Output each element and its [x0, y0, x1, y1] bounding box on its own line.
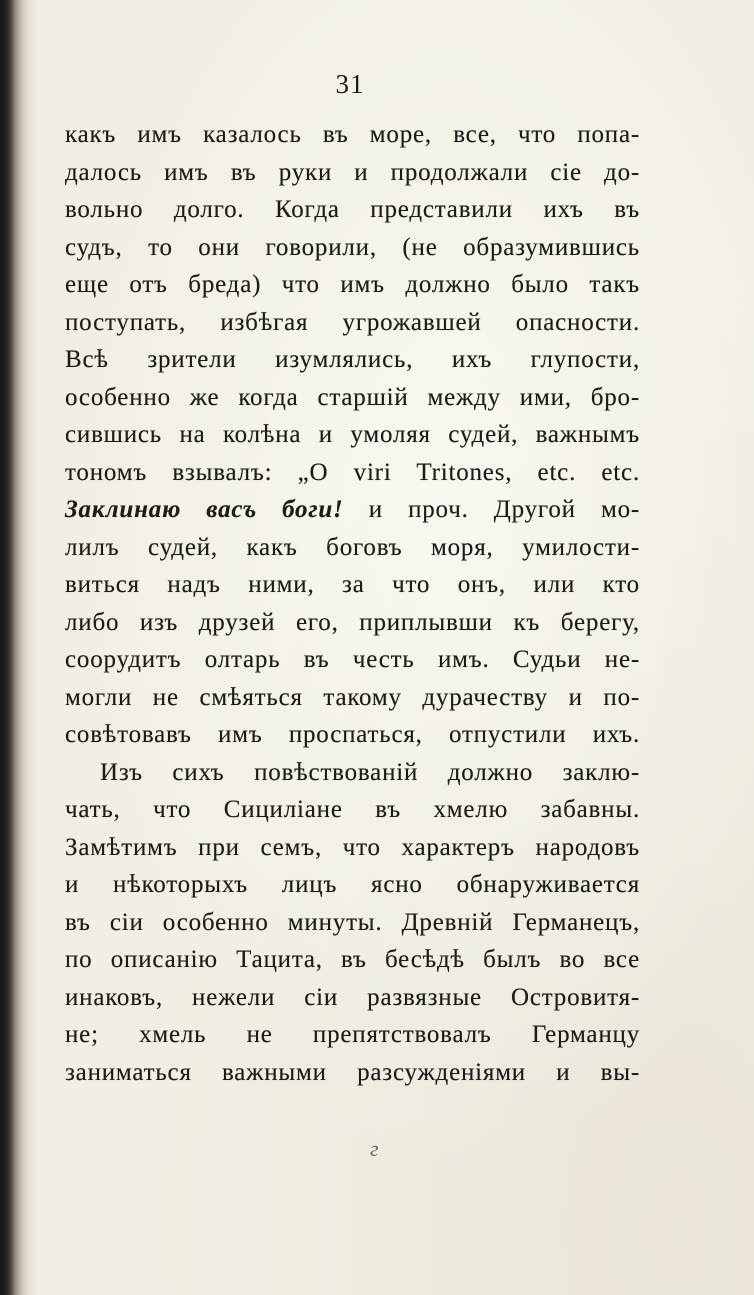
- text-line: чать, что Сициліане въ хмелю забавны.: [65, 796, 640, 823]
- text-line: совѣтовавъ имъ проспаться, отпустили ихъ.: [65, 721, 640, 748]
- text-line: тономъ взывалъ: „O viri Tritones, etc. etc.: [65, 458, 640, 486]
- text-line: Всѣ зрители изумлялись, ихъ глупости,: [65, 346, 640, 373]
- text-line: вольно долго. Когда представили ихъ въ: [65, 196, 640, 223]
- text-line: не; хмель не препятствовалъ Германцу: [65, 1021, 640, 1048]
- text-line: заниматься важными разсужденіями и вы-: [65, 1058, 640, 1086]
- text-line: соорудитъ олтарь въ честь имъ. Судьи не-: [65, 646, 640, 673]
- emphasis-text: Заклинаю васъ боги!: [65, 496, 344, 523]
- text-line-rest: и проч. Другой мо-: [343, 496, 640, 523]
- text-line: какъ имъ казалось въ море, все, что попа-: [65, 121, 640, 148]
- text-line: либо изъ друзей его, приплывши къ берегу,: [65, 608, 640, 636]
- text-line: инаковъ, нежели сіи развязные Островитя-: [65, 983, 640, 1011]
- paragraph: [65, 116, 640, 754]
- text-line: еще отъ бреда) что имъ должно было такъ: [65, 271, 640, 298]
- text-line: лилъ судей, какъ боговъ моря, умилости-: [65, 533, 640, 561]
- text-line: по описанію Тацита, въ бесѣдѣ былъ во все: [65, 946, 640, 973]
- text-line: поступать, избѣгая угрожавшей опасности.: [65, 308, 640, 336]
- text-line: судъ, то они говорили, (не образумившись: [65, 233, 640, 261]
- page-body: [65, 116, 640, 1091]
- page-binding-edge: [0, 0, 40, 1295]
- text-line: сившись на колѣна и умоляя судей, важнымъ: [65, 421, 640, 448]
- text-line: Замѣтимъ при семъ, что характеръ народовъ: [65, 833, 640, 861]
- text-line: въ сіи особенно минуты. Древній Германецъ,: [65, 908, 640, 936]
- text-line: виться надъ ними, за что онъ, или кто: [65, 571, 640, 598]
- paragraph: [65, 754, 640, 1092]
- text-line: [65, 491, 640, 529]
- text-line: Изъ сихъ повѣствованій должно заклю-: [100, 758, 640, 786]
- text-line: далось имъ въ руки и продолжали сіе до-: [65, 158, 640, 186]
- bottom-mark: г: [370, 1136, 379, 1161]
- text-line: могли не смѣяться такому дурачеству и по-: [65, 683, 640, 711]
- text-line: и нѣкоторыхъ лицъ ясно обнаруживается: [65, 871, 640, 898]
- text-line: особенно же когда старшій между ими, бро-: [65, 383, 640, 411]
- page-number: 31: [335, 69, 365, 99]
